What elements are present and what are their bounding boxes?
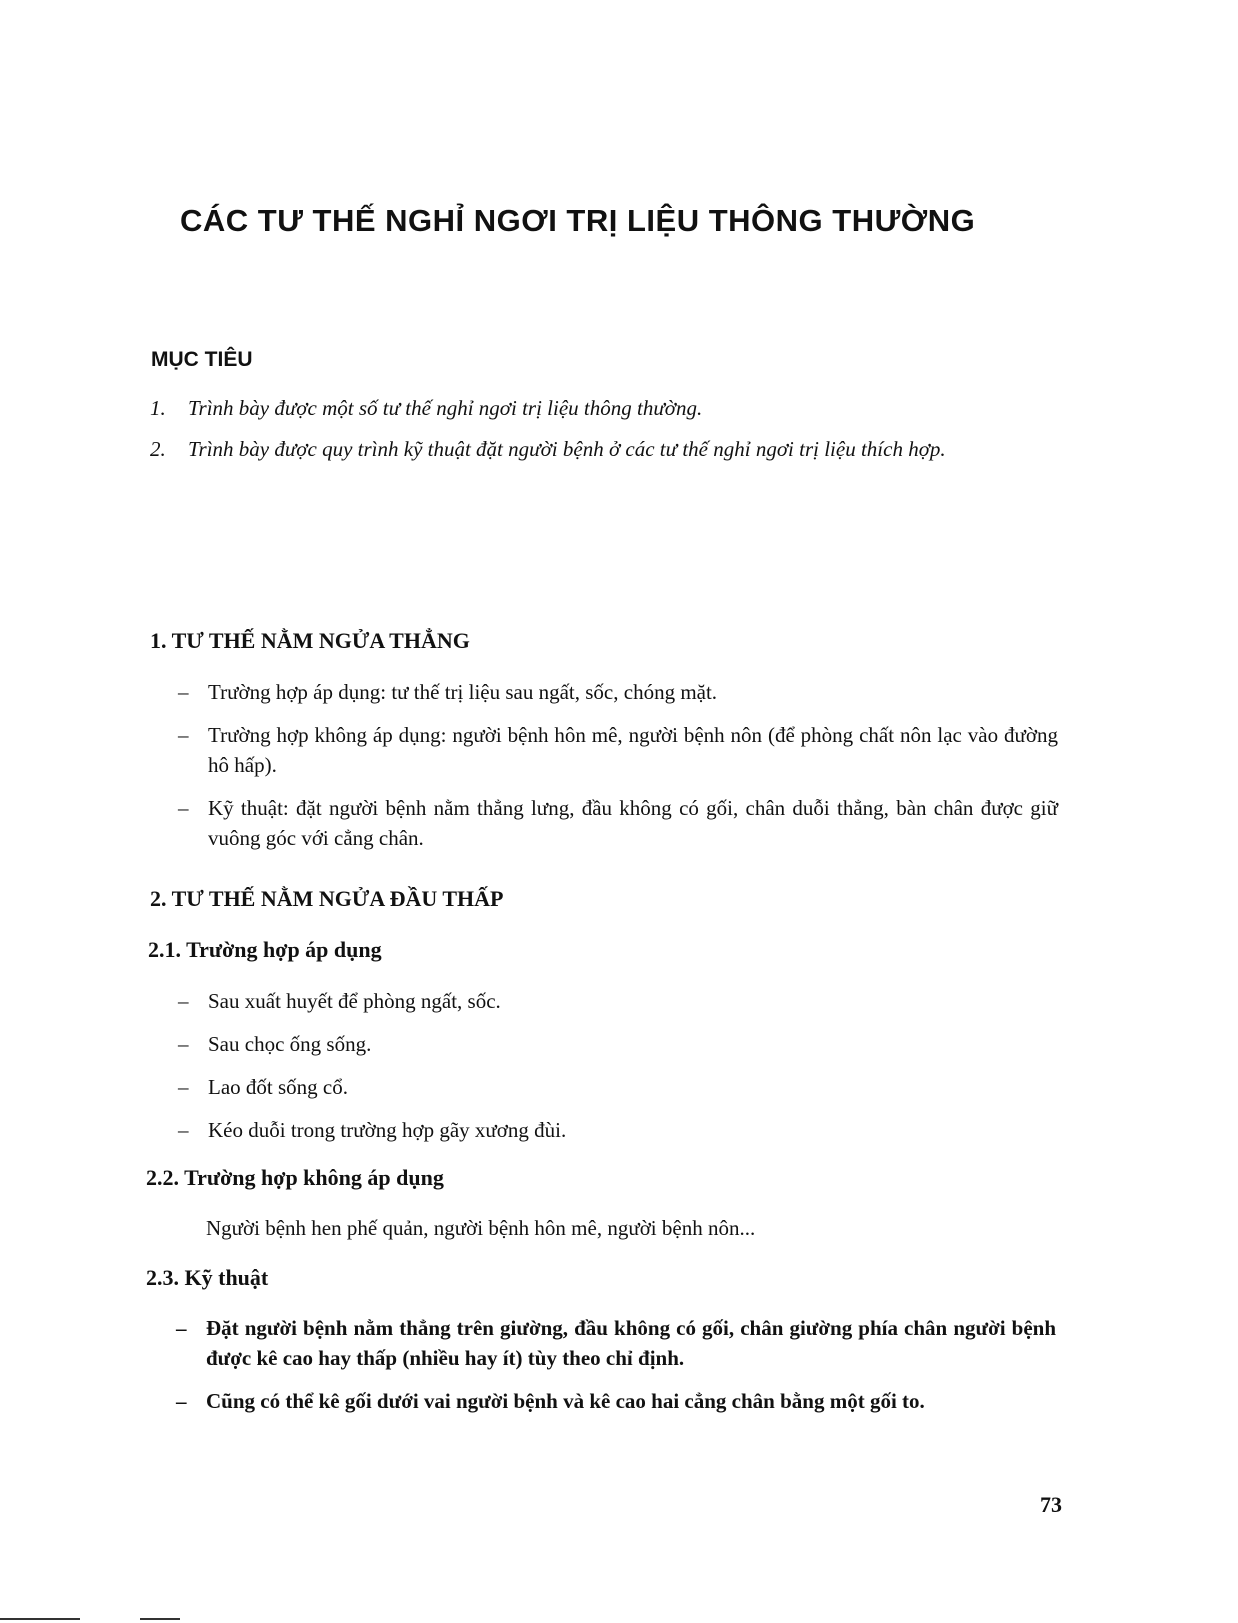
objective-number: 2. xyxy=(150,437,166,461)
section-2-3-list xyxy=(176,1313,1056,1416)
list-item: – Cũng có thể kê gối dưới vai người bệnh và kê cao hai cẳng chân bằng một gối to. xyxy=(176,1386,1056,1416)
list-item: – Đặt người bệnh nằm thẳng trên giường, đầu không có gối, chân giường phía chân người bệnh được kê cao hay thấp (nhiều hay ít) tùy theo chỉ định. xyxy=(176,1313,1056,1373)
page-number: 73 xyxy=(1040,1492,1062,1517)
objective-text: Trình bày được một số tư thế nghỉ ngơi trị liệu thông thường. xyxy=(188,396,703,420)
scan-edge-mark xyxy=(0,1618,80,1620)
section-2-2-text: Người bệnh hen phế quản, người bệnh hôn mê, người bệnh nôn... xyxy=(206,1216,756,1240)
objective-item xyxy=(150,393,1060,423)
list-item: – Trường hợp áp dụng: tư thế trị liệu sau ngất, sốc, chóng mặt. xyxy=(178,677,1058,707)
page-title: CÁC TƯ THẾ NGHỈ NGƠI TRỊ LIỆU THÔNG THƯỜNG xyxy=(180,203,976,238)
section-2-2-heading: 2.2. Trường hợp không áp dụng xyxy=(146,1165,444,1190)
objectives-list xyxy=(150,393,1060,475)
list-item: – Lao đốt sống cổ. xyxy=(178,1072,1058,1102)
section-2-3-heading: 2.3. Kỹ thuật xyxy=(146,1265,269,1290)
list-item: – Sau xuất huyết để phòng ngất, sốc. xyxy=(178,986,1058,1016)
objective-text: Trình bày được quy trình kỹ thuật đặt người bệnh ở các tư thế nghỉ ngơi trị liệu thích hợp. xyxy=(188,437,946,461)
scan-edge-mark xyxy=(140,1618,180,1620)
section-1-heading: 1. TƯ THẾ NẰM NGỬA THẲNG xyxy=(150,628,470,653)
list-item: – Kỹ thuật: đặt người bệnh nằm thẳng lưng, đầu không có gối, chân duỗi thẳng, bàn chân được giữ vuông góc với cẳng chân. xyxy=(178,793,1058,853)
section-2-heading: 2. TƯ THẾ NẰM NGỬA ĐẦU THẤP xyxy=(150,886,504,911)
section-2-1-heading: 2.1. Trường hợp áp dụng xyxy=(148,937,382,962)
section-1-list xyxy=(178,677,1058,853)
list-item: – Kéo duỗi trong trường hợp gãy xương đùi. xyxy=(178,1115,1058,1145)
list-item: – Sau chọc ống sống. xyxy=(178,1029,1058,1059)
objective-number: 1. xyxy=(150,396,166,420)
section-2-1-list xyxy=(178,986,1058,1145)
list-item: – Trường hợp không áp dụng: người bệnh hôn mê, người bệnh nôn (để phòng chất nôn lạc vào đường hô hấp). xyxy=(178,720,1058,780)
objective-item xyxy=(150,434,1060,464)
objectives-heading: MỤC TIÊU xyxy=(151,348,253,371)
